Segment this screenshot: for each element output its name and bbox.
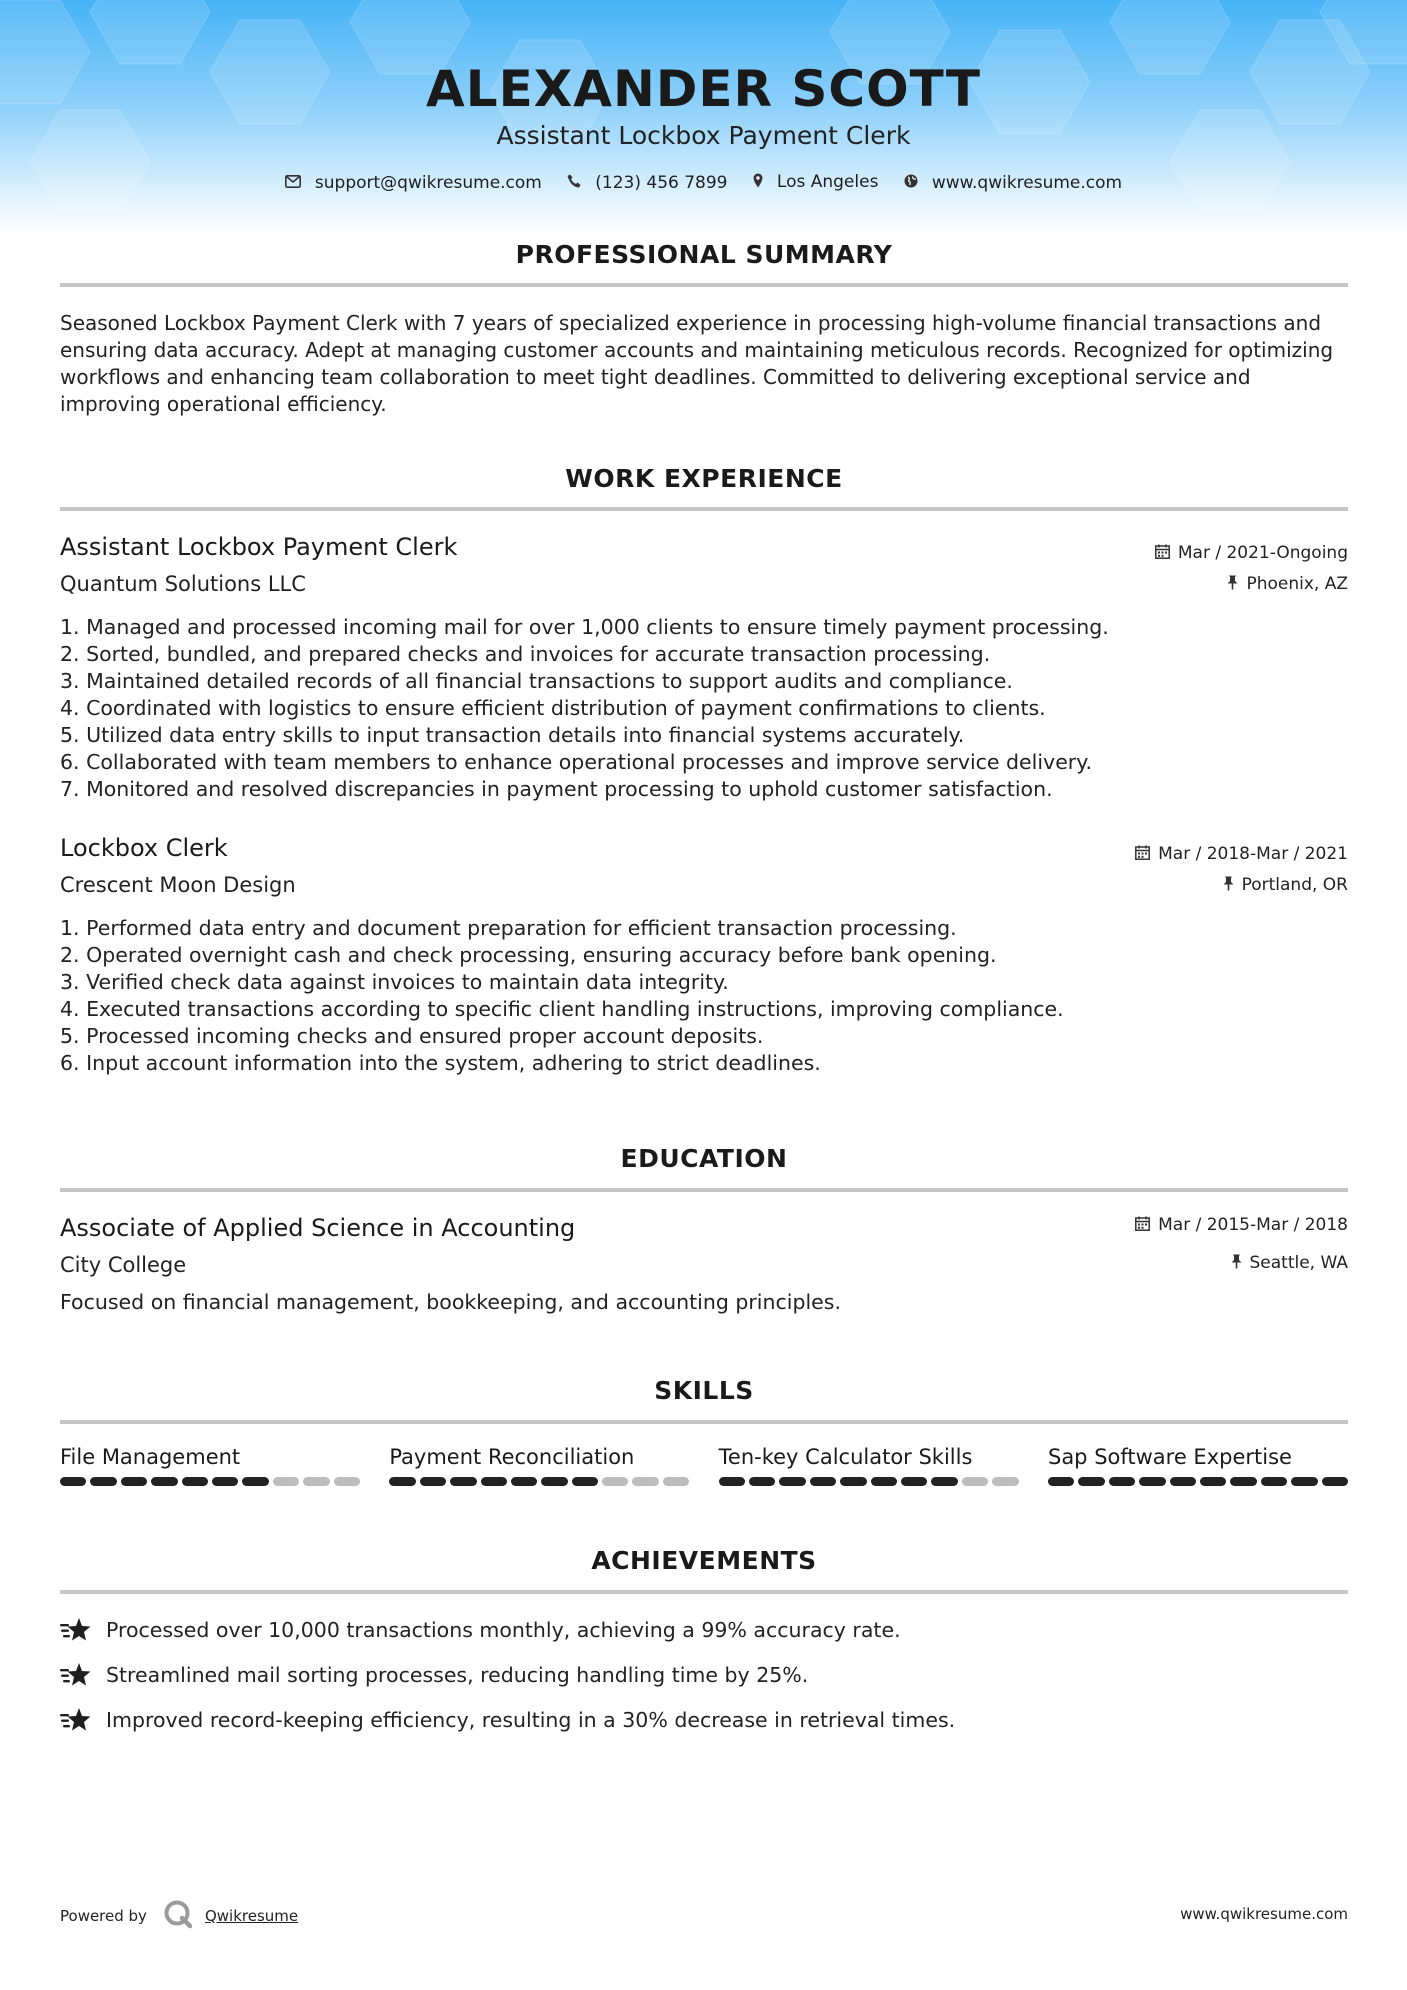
achievement-text: Streamlined mail sorting processes, reducing handling time by 25%. (106, 1663, 809, 1687)
job-location (1227, 574, 1348, 594)
skill-segment-filled (1109, 1477, 1135, 1486)
section-divider (60, 283, 1348, 287)
pushpin-icon (1227, 575, 1238, 594)
achievement-item (60, 1707, 955, 1733)
skill-segment-filled (389, 1477, 415, 1486)
skill-item (60, 1445, 360, 1486)
skill-segment-filled (572, 1477, 598, 1486)
list-item: 1. Managed and processed incoming mail for over 1,000 clients to ensure timely payment processing. (60, 615, 1109, 639)
skill-segment-empty (334, 1477, 360, 1486)
job-location-text: Phoenix, AZ (1246, 574, 1348, 594)
list-item: 1. Performed data entry and document preparation for efficient transaction processing. (60, 916, 957, 940)
skill-segment-filled (1048, 1477, 1074, 1486)
envelope-icon (285, 174, 301, 192)
job-dates (1155, 543, 1348, 563)
skill-level-bar (60, 1477, 360, 1486)
list-item: 4. Executed transactions according to specific client handling instructions, improving compliance. (60, 997, 1064, 1021)
section-divider (60, 1188, 1348, 1192)
footer-website-link[interactable]: www.qwikresume.com (1180, 1905, 1348, 1923)
job-dates (1135, 844, 1348, 864)
skill-segment-empty (632, 1477, 658, 1486)
skill-name: Payment Reconciliation (389, 1445, 635, 1469)
job-duties-list (60, 614, 1350, 803)
pushpin-icon (1231, 1254, 1242, 1273)
skill-segment-filled (719, 1477, 745, 1486)
contact-website[interactable] (904, 173, 1122, 193)
section-divider (60, 1420, 1348, 1424)
skill-segment-filled (1291, 1477, 1317, 1486)
skill-item (719, 1445, 1019, 1486)
list-item: 5. Processed incoming checks and ensured proper account deposits. (60, 1024, 764, 1048)
calendar-icon (1155, 544, 1170, 563)
list-item: 6. Input account information into the system, adhering to strict deadlines. (60, 1051, 821, 1075)
shooting-star-icon (60, 1707, 92, 1733)
footer-powered-by (60, 1899, 298, 1933)
skill-segment-filled (1322, 1477, 1348, 1486)
list-item: 2. Operated overnight cash and check processing, ensuring accuracy before bank opening. (60, 943, 997, 967)
skill-segment-filled (1230, 1477, 1256, 1486)
contact-email-text: support@qwikresume.com (314, 172, 542, 193)
pushpin-icon (1223, 876, 1234, 895)
job-title: Assistant Lockbox Payment Clerk (60, 533, 458, 561)
phone-icon (567, 174, 581, 192)
contact-phone[interactable] (567, 173, 727, 193)
job-company: Crescent Moon Design (60, 873, 296, 897)
resume-header (0, 58, 1407, 152)
degree-title: Associate of Applied Science in Accounting (60, 1214, 576, 1242)
skill-level-bar (1048, 1477, 1348, 1486)
contact-bar (0, 172, 1407, 193)
calendar-icon (1135, 845, 1150, 864)
skill-segment-empty (273, 1477, 299, 1486)
skill-segment-filled (151, 1477, 177, 1486)
job-location (1223, 875, 1348, 895)
skill-segment-empty (663, 1477, 689, 1486)
list-item: 7. Monitored and resolved discrepancies in payment processing to uphold customer satisfaction. (60, 777, 1053, 801)
skill-segment-filled (840, 1477, 866, 1486)
skill-segment-filled (541, 1477, 567, 1486)
job-location-text: Portland, OR (1241, 875, 1348, 895)
skill-segment-filled (931, 1477, 957, 1486)
skill-name: File Management (60, 1445, 241, 1469)
skill-segment-empty (962, 1477, 988, 1486)
skill-segment-filled (1170, 1477, 1196, 1486)
skill-segment-filled (121, 1477, 147, 1486)
shooting-star-icon (60, 1617, 92, 1643)
skill-item (1048, 1445, 1348, 1486)
skill-segment-filled (1200, 1477, 1226, 1486)
skill-segment-filled (749, 1477, 775, 1486)
education-dates-text: Mar / 2015-Mar / 2018 (1158, 1215, 1348, 1235)
skill-segment-filled (212, 1477, 238, 1486)
globe-icon (904, 174, 918, 192)
skill-segment-filled (90, 1477, 116, 1486)
education-location (1231, 1253, 1349, 1273)
skill-segment-filled (871, 1477, 897, 1486)
education-description: Focused on financial management, bookkeeping, and accounting principles. (60, 1290, 841, 1314)
section-heading-achievements: ACHIEVEMENTS (591, 1546, 817, 1575)
school-name: City College (60, 1253, 187, 1277)
calendar-icon (1135, 1216, 1150, 1235)
section-heading-skills: SKILLS (654, 1376, 754, 1405)
list-item: 4. Coordinated with logistics to ensure efficient distribution of payment confirmations to clients. (60, 696, 1046, 720)
contact-location (753, 172, 879, 192)
job-company: Quantum Solutions LLC (60, 572, 306, 596)
skill-segment-filled (420, 1477, 446, 1486)
skill-level-bar (389, 1477, 689, 1486)
skill-item (389, 1445, 689, 1486)
job-title: Lockbox Clerk (60, 834, 228, 862)
section-heading-experience: WORK EXPERIENCE (565, 464, 843, 493)
achievement-item (60, 1617, 901, 1643)
list-item: 6. Collaborated with team members to enhance operational processes and improve service delivery. (60, 750, 1092, 774)
contact-location-text: Los Angeles (776, 172, 879, 192)
section-heading-education: EDUCATION (620, 1144, 788, 1173)
brand-link[interactable]: Qwikresume (204, 1907, 299, 1925)
skill-segment-filled (779, 1477, 805, 1486)
skill-segment-filled (1078, 1477, 1104, 1486)
skill-name: Sap Software Expertise (1047, 1445, 1292, 1469)
section-divider (60, 507, 1348, 511)
candidate-title: Assistant Lockbox Payment Clerk (496, 121, 911, 150)
achievement-item (60, 1662, 808, 1688)
contact-email[interactable] (285, 173, 542, 193)
skill-segment-filled (182, 1477, 208, 1486)
skill-segment-filled (901, 1477, 927, 1486)
skill-segment-filled (60, 1477, 86, 1486)
section-divider (60, 1590, 1348, 1594)
contact-phone-text: (123) 456 7899 (595, 172, 728, 193)
education-location-text: Seattle, WA (1249, 1253, 1348, 1273)
list-item: 3. Maintained detailed records of all financial transactions to support audits and compliance. (60, 669, 1013, 693)
skill-segment-filled (1261, 1477, 1287, 1486)
skill-segment-filled (511, 1477, 537, 1486)
achievement-text: Improved record-keeping efficiency, resulting in a 30% decrease in retrieval times. (106, 1708, 956, 1732)
skills-list (60, 1445, 1348, 1486)
job-duties-list (60, 915, 1350, 1077)
list-item: 5. Utilized data entry skills to input transaction details into financial systems accurately. (60, 723, 965, 747)
skill-segment-filled (481, 1477, 507, 1486)
skill-segment-filled (1139, 1477, 1165, 1486)
skill-level-bar (719, 1477, 1019, 1486)
section-heading-summary: PROFESSIONAL SUMMARY (515, 240, 893, 269)
qwikresume-logo-icon (163, 1899, 193, 1933)
list-item: 2. Sorted, bundled, and prepared checks and invoices for accurate transaction processing. (60, 642, 991, 666)
skill-segment-empty (992, 1477, 1018, 1486)
shooting-star-icon (60, 1662, 92, 1688)
location-pin-icon (753, 173, 763, 192)
job-dates-text: Mar / 2018-Mar / 2021 (1158, 844, 1348, 864)
summary-text: Seasoned Lockbox Payment Clerk with 7 years of specialized experience in processing high-volume financial transactions and ensuring data accuracy. Adept at managing customer accounts and maintaining meticulous records. Recognized for optimizing workflows and enhancing team collaboration to meet tight deadlines. Committed to delivering exceptional service and improving operational efficiency. (60, 311, 1334, 416)
achievement-text: Processed over 10,000 transactions monthly, achieving a 99% accuracy rate. (106, 1618, 901, 1642)
contact-website-text: www.qwikresume.com (931, 172, 1123, 193)
skill-segment-empty (303, 1477, 329, 1486)
list-item: 3. Verified check data against invoices to maintain data integrity. (60, 970, 729, 994)
powered-by-label: Powered by (60, 1907, 147, 1925)
skill-segment-filled (810, 1477, 836, 1486)
skill-name: Ten-key Calculator Skills (718, 1445, 973, 1469)
skill-segment-empty (602, 1477, 628, 1486)
skill-segment-filled (450, 1477, 476, 1486)
skill-segment-filled (242, 1477, 268, 1486)
education-dates (1135, 1215, 1348, 1235)
candidate-name: ALEXANDER SCOTT (426, 60, 981, 118)
job-dates-text: Mar / 2021-Ongoing (1177, 543, 1348, 563)
